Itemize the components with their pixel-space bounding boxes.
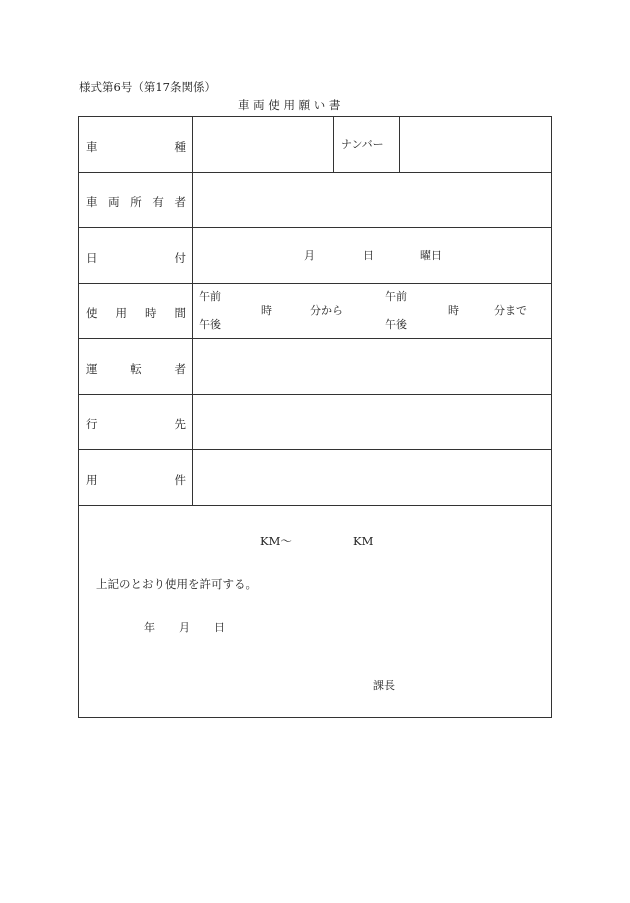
km-to: KM — [353, 534, 374, 548]
label-char: 用 — [115, 306, 127, 320]
date-month: 月 — [304, 249, 315, 262]
label-char: 両 — [108, 195, 120, 209]
permission-text: 上記のとおり使用を許可する。 — [96, 577, 257, 591]
label-usage-time — [86, 305, 186, 321]
number-cell-divider — [333, 117, 334, 172]
owner-field[interactable] — [195, 174, 549, 225]
row-divider — [79, 338, 551, 339]
number-field[interactable] — [402, 119, 550, 170]
form-title: 車 両 使 用 願 い 書 — [238, 98, 341, 112]
permit-year: 年 — [144, 621, 155, 634]
number-cell-divider — [399, 117, 400, 172]
end-hour: 時 — [448, 304, 459, 317]
permit-month: 月 — [179, 621, 190, 634]
row-divider — [79, 172, 551, 173]
pm-option-start[interactable]: 午後 — [199, 318, 221, 331]
label-char: 車 — [86, 140, 98, 154]
label-driver — [86, 361, 186, 377]
label-char: 所 — [130, 195, 142, 209]
label-owner — [86, 194, 186, 210]
label-char: 者 — [174, 195, 186, 209]
label-char: 運 — [86, 362, 98, 376]
date-weekday: 曜日 — [420, 249, 442, 262]
label-char: 用 — [86, 473, 98, 487]
label-char: 件 — [174, 473, 186, 487]
label-date — [86, 250, 186, 266]
label-char: 車 — [86, 195, 98, 209]
date-day: 日 — [363, 249, 374, 262]
section-chief-label: 課長 — [373, 679, 395, 692]
label-char: 転 — [130, 362, 142, 376]
label-char: 日 — [86, 251, 98, 265]
label-char: 者 — [174, 362, 186, 376]
form-number: 様式第6号（第17条関係） — [79, 80, 216, 94]
label-column-divider — [192, 117, 193, 505]
label-char: 種 — [174, 140, 186, 154]
am-option-start[interactable]: 午前 — [199, 290, 221, 303]
row-divider — [79, 394, 551, 395]
purpose-field[interactable] — [195, 452, 549, 503]
row-divider — [79, 505, 551, 506]
end-minute-until: 分まで — [494, 304, 527, 317]
label-char: 間 — [174, 306, 186, 320]
label-char: 付 — [174, 251, 186, 265]
label-char: 時 — [145, 306, 157, 320]
km-from: KM〜 — [260, 534, 292, 548]
label-char: 使 — [86, 306, 98, 320]
label-char: 先 — [174, 417, 186, 431]
label-vehicle-type — [86, 139, 186, 155]
label-char: 有 — [152, 195, 164, 209]
pm-option-end[interactable]: 午後 — [385, 318, 407, 331]
am-option-end[interactable]: 午前 — [385, 290, 407, 303]
form-table — [78, 116, 552, 718]
row-divider — [79, 283, 551, 284]
label-destination — [86, 416, 186, 432]
start-hour: 時 — [261, 304, 272, 317]
row-divider — [79, 449, 551, 450]
label-number: ナンバー — [341, 138, 384, 151]
destination-field[interactable] — [195, 396, 549, 447]
label-purpose — [86, 472, 186, 488]
driver-field[interactable] — [195, 341, 549, 392]
start-minute-from: 分から — [310, 304, 343, 317]
row-divider — [79, 227, 551, 228]
label-char: 行 — [86, 417, 98, 431]
vehicle-type-field[interactable] — [195, 119, 331, 170]
permit-day: 日 — [214, 621, 225, 634]
